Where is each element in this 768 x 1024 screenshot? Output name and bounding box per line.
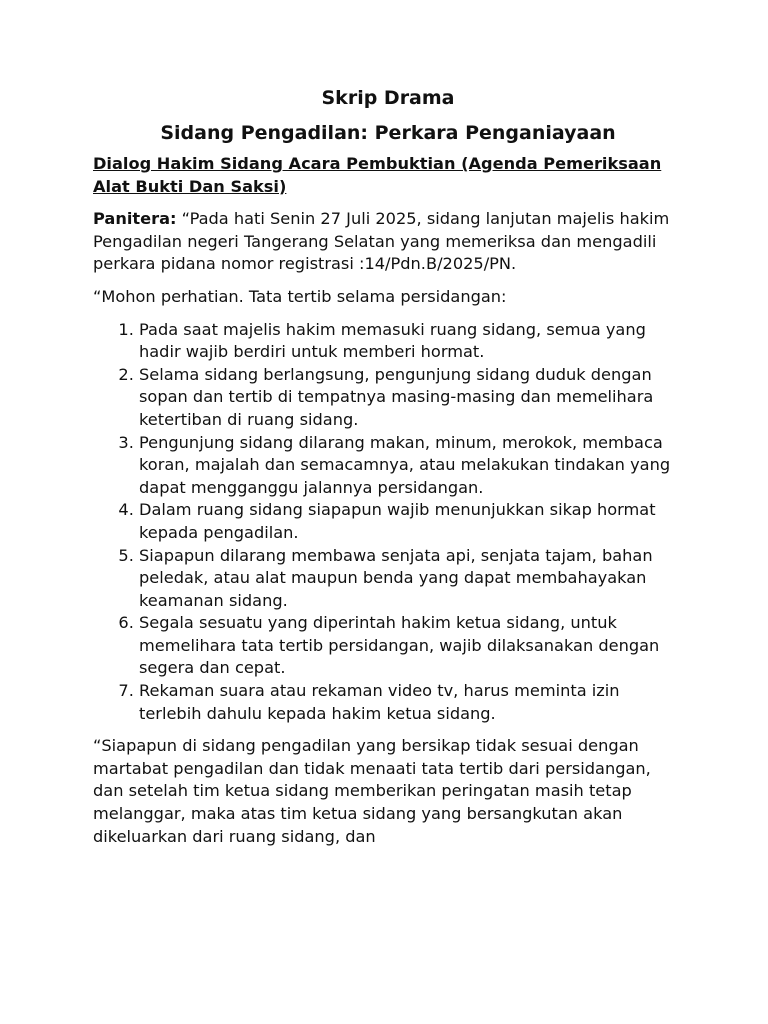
section-heading: Dialog Hakim Sidang Acara Pembuktian (Agenda Pemeriksaan Alat Bukti Dan Saksi) [93,154,662,196]
intro-paragraph: “Mohon perhatian. Tata tertib selama persidangan: [93,286,507,306]
opening-paragraph [93,208,683,276]
list-item: 6. Segala sesuatu yang diperintah hakim ketua sidang, untuk memelihara tata tertib persidangan, wajib dilaksanakan dengan segera dan cepat. [139,612,683,680]
list-item: 7. Rekaman suara atau rekaman video tv, harus meminta izin terlebih dahulu kepada hakim ketua sidang. [139,680,683,725]
list-item: 3. Pengunjung sidang dilarang makan, minum, merokok, membaca koran, majalah dan semacamnya, atau melakukan tindakan yang dapat mengganggu jalannya persidangan. [139,432,683,500]
list-item: 1. Pada saat majelis hakim memasuki ruang sidang, semua yang hadir wajib berdiri untuk memberi hormat. [139,319,683,364]
document-title: Skrip Drama [321,87,455,109]
list-item: 5. Siapapun dilarang membawa senjata api, senjata tajam, bahan peledak, atau alat maupun benda yang dapat membahayakan keamanan sidang. [139,545,683,613]
document-subtitle: Sidang Pengadilan: Perkara Penganiayaan [160,122,616,144]
opening-text: “Pada hati Senin 27 Juli 2025, sidang lanjutan majelis hakim Pengadilan negeri Tangerang Selatan yang memeriksa dan mengadili perkara pidana nomor registrasi :14/Pdn.B/2025/PN. [93,209,670,274]
list-item: 2. Selama sidang berlangsung, pengunjung sidang duduk dengan sopan dan tertib di tempatnya masing-masing dan memelihara ketertiban di ruang sidang. [139,364,683,432]
list-item: 4. Dalam ruang sidang siapapun wajib menunjukkan sikap hormat kepada pengadilan. [139,499,683,544]
speaker-label: Panitera: [93,209,177,229]
document-page [93,86,683,858]
closing-paragraph: “Siapapun di sidang pengadilan yang bersikap tidak sesuai dengan martabat pengadilan dan tidak menaati tata tertib dari persidangan, dan setelah tim ketua sidang memberikan peringatan masih tetap melanggar, maka atas tim ketua sidang yang bersangkutan akan dikeluarkan dari ruang sidang, dan [93,736,651,846]
rules-list [93,319,683,726]
